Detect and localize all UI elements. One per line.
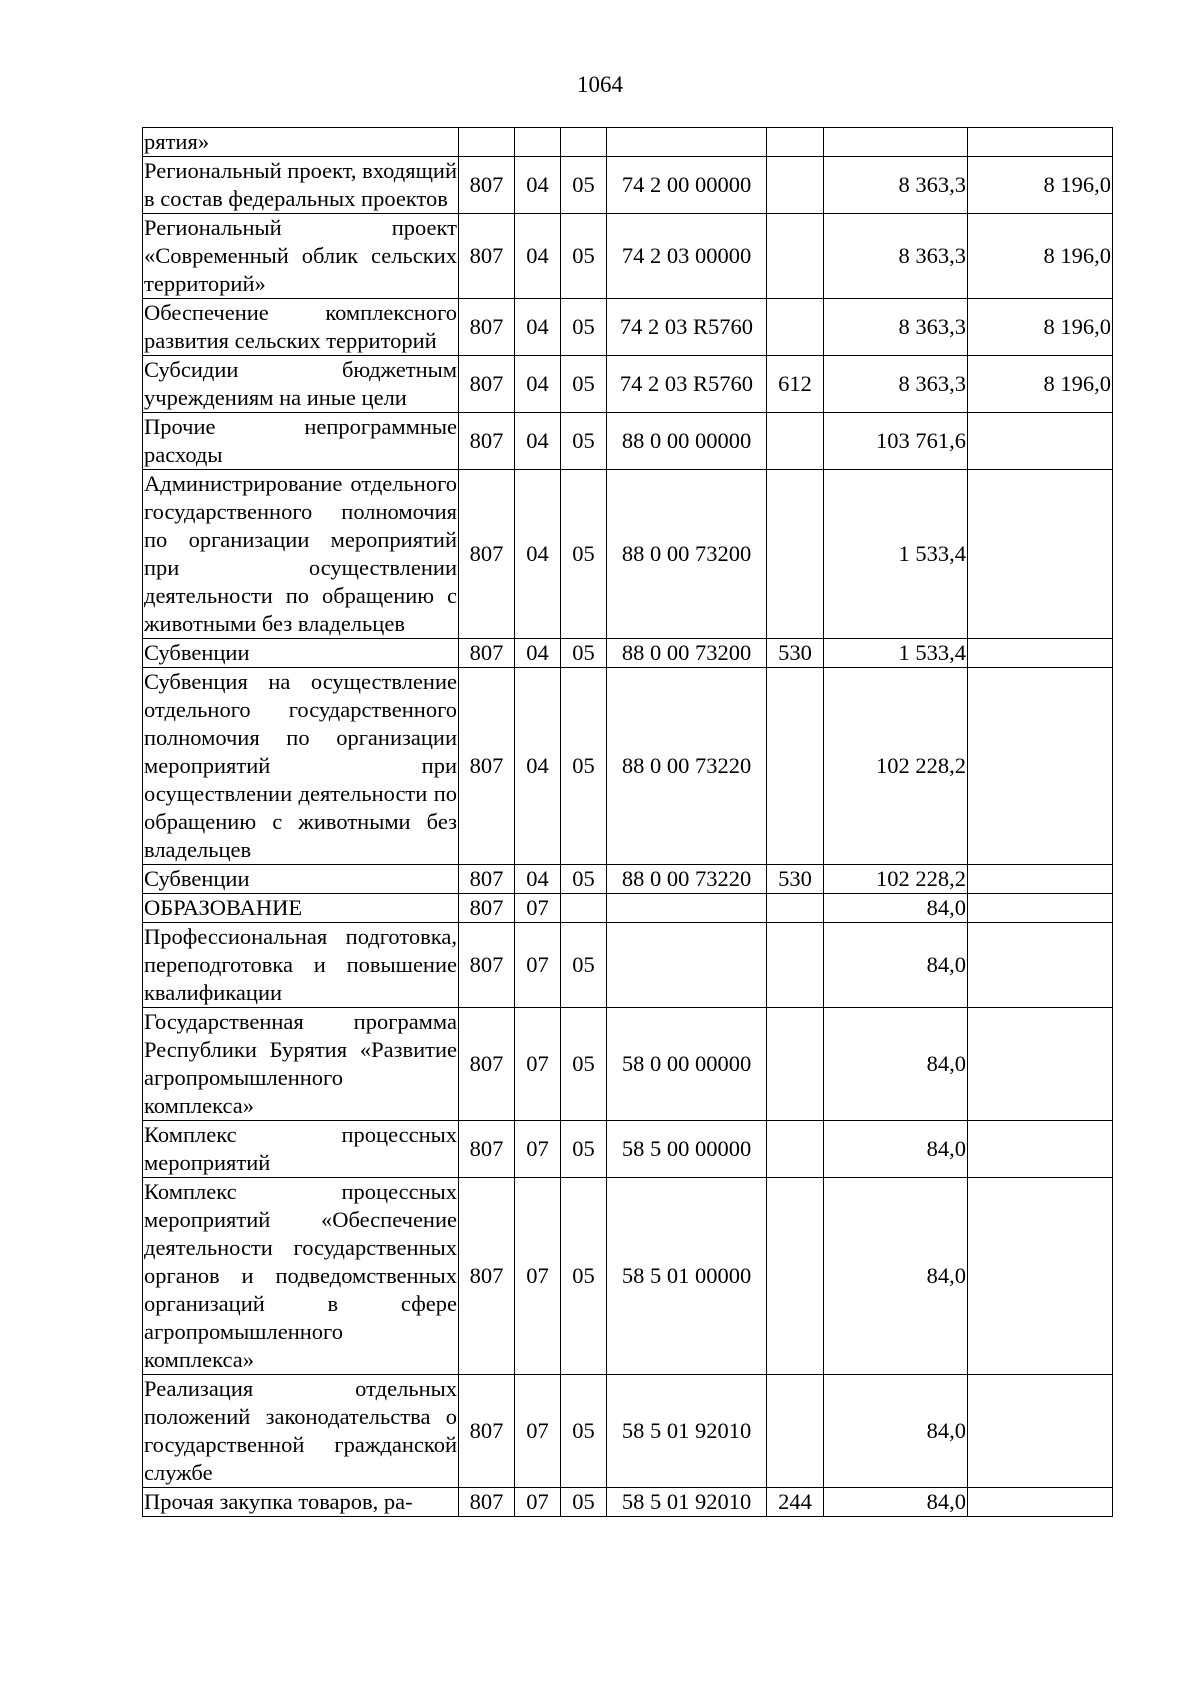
cell-name: ОБРАЗОВАНИЕ: [143, 894, 459, 923]
cell-sum-1: 1 533,4: [824, 639, 968, 668]
table-row: [143, 1375, 1113, 1488]
cell-vr: [767, 470, 824, 639]
cell-sum-1: 8 363,3: [824, 299, 968, 356]
cell-csr: [607, 894, 767, 923]
cell-sum-2: [968, 865, 1113, 894]
cell-name: Субвенция на осуществление отдельного государственного полномочия по организации мероприятий при осуществлении деятельности по обращению с животными без владельцев: [143, 668, 459, 865]
cell-ved: 807: [459, 214, 515, 299]
table-row: [143, 413, 1113, 470]
cell-ved: 807: [459, 356, 515, 413]
cell-sum-2: [968, 668, 1113, 865]
cell-sum-1: 8 363,3: [824, 157, 968, 214]
table-row: [143, 1488, 1113, 1517]
cell-sum-2: 8 196,0: [968, 157, 1113, 214]
cell-ved: 807: [459, 470, 515, 639]
cell-vr: 530: [767, 865, 824, 894]
budget-table: [142, 127, 1113, 1517]
cell-rz: 07: [515, 1121, 561, 1178]
cell-ved: 807: [459, 1178, 515, 1375]
cell-name: Профессиональная подготовка, переподготовка и повышение квалификации: [143, 923, 459, 1008]
cell-rz: 04: [515, 668, 561, 865]
cell-sum-1: 84,0: [824, 1375, 968, 1488]
cell-pr: 05: [561, 865, 607, 894]
cell-csr: 74 2 03 00000: [607, 214, 767, 299]
cell-sum-1: 84,0: [824, 1488, 968, 1517]
cell-sum-1: 84,0: [824, 1008, 968, 1121]
cell-sum-2: 8 196,0: [968, 214, 1113, 299]
cell-pr: 05: [561, 1008, 607, 1121]
cell-vr: 530: [767, 639, 824, 668]
cell-vr: [767, 214, 824, 299]
cell-ved: 807: [459, 299, 515, 356]
cell-sum-2: 8 196,0: [968, 299, 1113, 356]
cell-ved: 807: [459, 1375, 515, 1488]
cell-pr: 05: [561, 470, 607, 639]
cell-pr: 05: [561, 1121, 607, 1178]
cell-sum-1: 8 363,3: [824, 214, 968, 299]
cell-sum-1: 8 363,3: [824, 356, 968, 413]
cell-sum-1: 84,0: [824, 923, 968, 1008]
cell-pr: 05: [561, 356, 607, 413]
cell-name: Комплекс процессных мероприятий: [143, 1121, 459, 1178]
cell-name: Субсидии бюджетным учреждениям на иные цели: [143, 356, 459, 413]
cell-rz: 07: [515, 894, 561, 923]
cell-name: Субвенции: [143, 639, 459, 668]
table-row: [143, 1008, 1113, 1121]
cell-pr: 05: [561, 413, 607, 470]
cell-vr: [767, 1121, 824, 1178]
page-number: 1064: [577, 72, 623, 97]
cell-ved: 807: [459, 1121, 515, 1178]
cell-csr: 58 5 00 00000: [607, 1121, 767, 1178]
table-row: [143, 668, 1113, 865]
cell-csr: [607, 128, 767, 157]
cell-pr: 05: [561, 299, 607, 356]
cell-csr: 74 2 03 R5760: [607, 356, 767, 413]
cell-name: Региональный проект, входящий в состав федеральных проектов: [143, 157, 459, 214]
cell-pr: [561, 894, 607, 923]
cell-ved: 807: [459, 1008, 515, 1121]
cell-sum-2: [968, 1375, 1113, 1488]
cell-sum-2: [968, 639, 1113, 668]
cell-sum-1: 84,0: [824, 894, 968, 923]
cell-name: Обеспечение комплексного развития сельских территорий: [143, 299, 459, 356]
cell-sum-1: 103 761,6: [824, 413, 968, 470]
table-row: [143, 470, 1113, 639]
cell-name: рятия»: [143, 128, 459, 157]
cell-ved: 807: [459, 157, 515, 214]
cell-rz: 07: [515, 1178, 561, 1375]
cell-sum-2: [968, 128, 1113, 157]
cell-vr: [767, 413, 824, 470]
cell-rz: 04: [515, 470, 561, 639]
cell-csr: [607, 923, 767, 1008]
cell-ved: 807: [459, 865, 515, 894]
cell-pr: 05: [561, 214, 607, 299]
cell-ved: 807: [459, 668, 515, 865]
cell-pr: [561, 128, 607, 157]
cell-sum-2: [968, 894, 1113, 923]
cell-vr: [767, 668, 824, 865]
cell-sum-2: [968, 923, 1113, 1008]
cell-rz: 07: [515, 923, 561, 1008]
cell-sum-2: [968, 1488, 1113, 1517]
table-row: [143, 128, 1113, 157]
cell-vr: [767, 1375, 824, 1488]
cell-csr: 74 2 00 00000: [607, 157, 767, 214]
cell-csr: 88 0 00 00000: [607, 413, 767, 470]
table-row: [143, 214, 1113, 299]
cell-sum-2: [968, 413, 1113, 470]
cell-sum-1: 102 228,2: [824, 865, 968, 894]
cell-rz: [515, 128, 561, 157]
cell-rz: 04: [515, 214, 561, 299]
cell-ved: 807: [459, 923, 515, 1008]
cell-sum-1: 84,0: [824, 1178, 968, 1375]
cell-vr: 244: [767, 1488, 824, 1517]
cell-name: Государственная программа Республики Бурятия «Развитие агропромышленного комплекса»: [143, 1008, 459, 1121]
cell-rz: 04: [515, 413, 561, 470]
cell-csr: 58 5 01 92010: [607, 1375, 767, 1488]
cell-csr: 58 5 01 92010: [607, 1488, 767, 1517]
cell-ved: 807: [459, 894, 515, 923]
cell-csr: 88 0 00 73200: [607, 470, 767, 639]
cell-pr: 05: [561, 1178, 607, 1375]
cell-name: Комплекс процессных мероприятий «Обеспечение деятельности государственных органов и подведомственных организаций в сфере агропромышленного комплекса»: [143, 1178, 459, 1375]
cell-sum-2: 8 196,0: [968, 356, 1113, 413]
cell-sum-2: [968, 1178, 1113, 1375]
cell-vr: [767, 157, 824, 214]
cell-sum-1: [824, 128, 968, 157]
cell-rz: 04: [515, 299, 561, 356]
cell-vr: [767, 1178, 824, 1375]
cell-rz: 04: [515, 157, 561, 214]
cell-csr: 88 0 00 73220: [607, 865, 767, 894]
cell-rz: 07: [515, 1008, 561, 1121]
cell-rz: 07: [515, 1375, 561, 1488]
cell-vr: 612: [767, 356, 824, 413]
cell-sum-2: [968, 1121, 1113, 1178]
table-row: [143, 639, 1113, 668]
cell-pr: 05: [561, 923, 607, 1008]
cell-sum-2: [968, 1008, 1113, 1121]
cell-csr: 88 0 00 73220: [607, 668, 767, 865]
cell-ved: 807: [459, 639, 515, 668]
cell-csr: 74 2 03 R5760: [607, 299, 767, 356]
table-row: [143, 1178, 1113, 1375]
cell-pr: 05: [561, 639, 607, 668]
cell-pr: 05: [561, 668, 607, 865]
cell-ved: 807: [459, 1488, 515, 1517]
cell-csr: 58 0 00 00000: [607, 1008, 767, 1121]
cell-name: Администрирование отдельного государственного полномочия по организации мероприятий при осуществлении деятельности по обращению с животными без владельцев: [143, 470, 459, 639]
cell-sum-1: 84,0: [824, 1121, 968, 1178]
table-row: [143, 356, 1113, 413]
cell-csr: 58 5 01 00000: [607, 1178, 767, 1375]
table-row: [143, 1121, 1113, 1178]
cell-name: Региональный проект «Современный облик сельских территорий»: [143, 214, 459, 299]
cell-csr: 88 0 00 73200: [607, 639, 767, 668]
cell-rz: 04: [515, 356, 561, 413]
cell-vr: [767, 894, 824, 923]
cell-vr: [767, 1008, 824, 1121]
cell-pr: 05: [561, 1375, 607, 1488]
cell-ved: 807: [459, 413, 515, 470]
cell-name: Реализация отдельных положений законодательства о государственной гражданской службе: [143, 1375, 459, 1488]
cell-ved: [459, 128, 515, 157]
cell-rz: 04: [515, 865, 561, 894]
cell-sum-1: 1 533,4: [824, 470, 968, 639]
cell-name: Прочие непрограммные расходы: [143, 413, 459, 470]
table-row: [143, 923, 1113, 1008]
cell-name: Прочая закупка товаров, ра-: [143, 1488, 459, 1517]
cell-vr: [767, 128, 824, 157]
cell-pr: 05: [561, 157, 607, 214]
cell-sum-1: 102 228,2: [824, 668, 968, 865]
cell-name: Субвенции: [143, 865, 459, 894]
cell-vr: [767, 923, 824, 1008]
cell-vr: [767, 299, 824, 356]
cell-rz: 04: [515, 639, 561, 668]
table-row: [143, 865, 1113, 894]
table-row: [143, 894, 1113, 923]
table-row: [143, 299, 1113, 356]
cell-sum-2: [968, 470, 1113, 639]
table-body: [143, 128, 1113, 1517]
cell-pr: 05: [561, 1488, 607, 1517]
cell-rz: 07: [515, 1488, 561, 1517]
table-row: [143, 157, 1113, 214]
